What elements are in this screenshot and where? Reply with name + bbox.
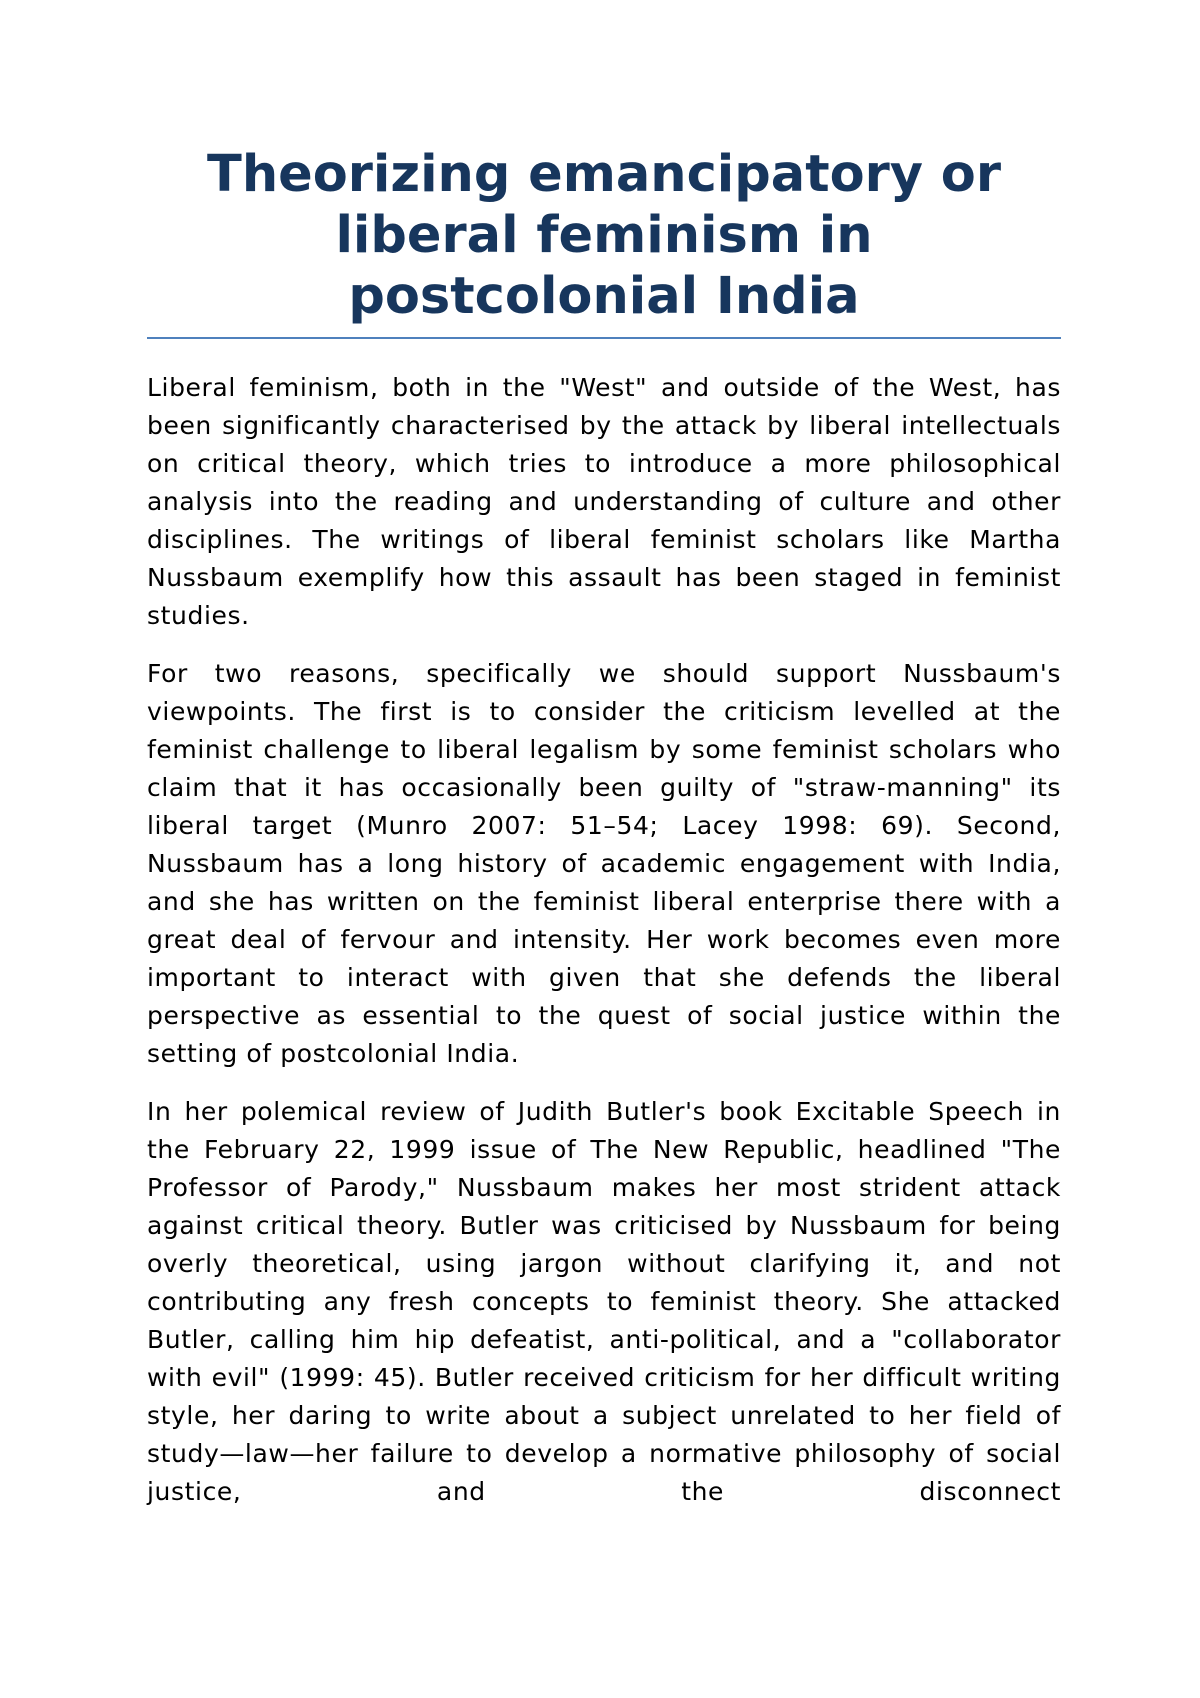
title-line: liberal feminism in [335, 206, 873, 265]
title-line: postcolonial India [348, 267, 860, 326]
document-body [147, 369, 1061, 1511]
body-paragraph: Liberal feminism, both in the "West" and outside of the West, has been significantly characterised by the attack by liberal intellectuals on critical theory, which tries to introduce a more philosophical analysis into the reading and understanding of culture and other disciplines. The writings of liberal feminist scholars like Martha Nussbaum exemplify how this assault has been staged in feminist studies. [147, 373, 1061, 630]
title-underline-divider [147, 337, 1061, 339]
body-paragraph: In her polemical review of Judith Butler's book Excitable Speech in the February 22, 1999 issue of The New Republic, headlined "The Professor of Parody," Nussbaum makes her most strident attack against critical theory. Butler was criticised by Nussbaum for being overly theoretical, using jargon without clarifying it, and not contributing any fresh concepts to feminist theory. She attacked Butler, calling him hip defeatist, anti-political, and a "collaborator with evil" (1999: 45). Butler received criticism for her difficult writing style, her daring to write about a subject unrelated to her field of study—law—her failure to develop a normative philosophy of social justice, and the disconnect [147, 1097, 1061, 1506]
title-line: Theorizing emancipatory or [207, 145, 1001, 204]
document-title [147, 144, 1061, 327]
body-paragraph: For two reasons, specifically we should support Nussbaum's viewpoints. The first is to consider the criticism levelled at the feminist challenge to liberal legalism by some feminist scholars who claim that it has occasionally been guilty of "straw-manning" its liberal target (Munro 2007: 51–54; Lacey 1998: 69). Second, Nussbaum has a long history of academic engagement with India, and she has written on the feminist liberal enterprise there with a great deal of fervour and intensity. Her work becomes even more important to interact with given that she defends the liberal perspective as essential to the quest of social justice within the setting of postcolonial India. [147, 659, 1061, 1068]
